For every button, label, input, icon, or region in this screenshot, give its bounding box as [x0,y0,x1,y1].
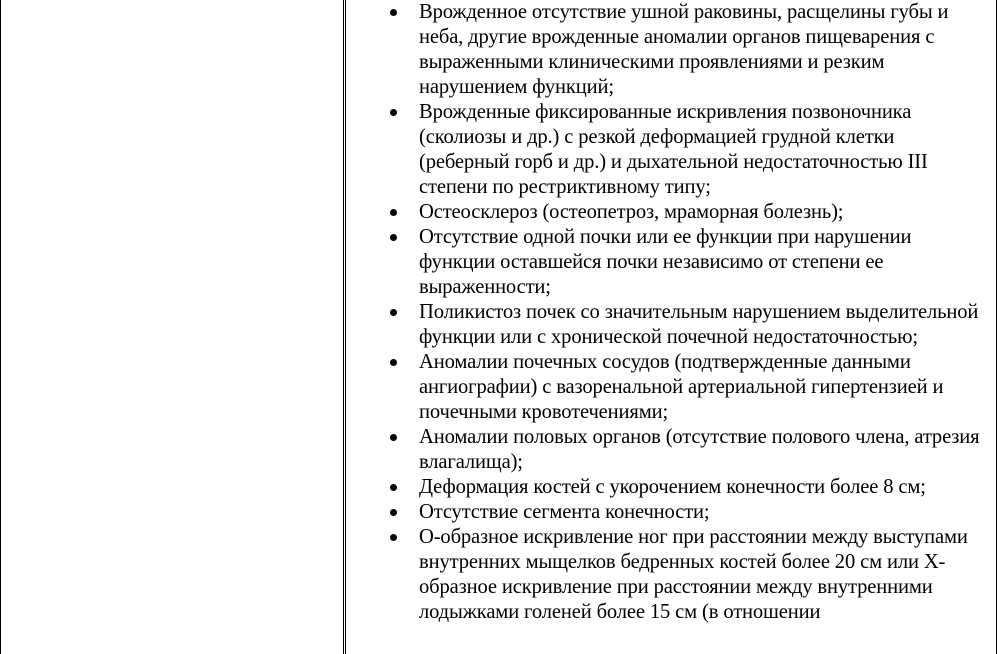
list-item [346,300,996,350]
list-item [346,200,996,225]
bullet-list [346,0,996,625]
list-item-text: Отсутствие сегмента конечности; [419,501,710,523]
right-cell-content [345,0,996,654]
bullet-icon [390,9,397,16]
list-item [346,100,996,200]
right-cell [344,0,997,654]
table-row [1,0,997,654]
bullet-icon [390,209,397,216]
list-item-text: Поликистоз почек со значительным нарушением выделительной функции или с хронической почечной недостаточностью; [419,301,979,348]
list-item-text: Аномалии почечных сосудов (подтвержденные данными ангиографии) с вазоренальной артериальной гипертензией и почечными кровотечениями; [419,351,944,423]
list-item-text: О-образное искривление ног при расстоянии между выступами внутренних мыщелков бедренных костей более 20 см или Х-образное искривление при расстоянии между внутренними лодыжками голеней более 15 см (в отношении [419,526,968,623]
left-cell-empty [1,0,344,654]
list-item [346,225,996,300]
list-item-text: Деформация костей с укорочением конечности более 8 см; [419,476,926,498]
list-item [346,425,996,475]
list-item-text: Врожденное отсутствие ушной раковины, расщелины губы и неба, другие врожденные аномалии органов пищеварения с выраженными клиническими проявлениями и резким нарушением функций; [419,1,949,98]
list-item [346,525,996,625]
list-item [346,500,996,525]
list-item-text: Врожденные фиксированные искривления позвоночника (сколиозы и др.) с резкой деформацией грудной клетки (реберный горб и др.) и дыхательной недостаточностью III степени по рестриктивному типу; [419,101,928,198]
list-item-text: Отсутствие одной почки или ее функции при нарушении функции оставшейся почки независимо от степени ее выраженности; [419,226,912,298]
list-item [346,350,996,425]
bullet-icon [390,434,397,441]
bullet-icon [390,309,397,316]
list-item-text: Аномалии половых органов (отсутствие полового члена, атрезия влагалища); [419,426,980,473]
bullet-icon [390,359,397,366]
bullet-icon [390,509,397,516]
list-item-text: Остеосклероз (остеопетроз, мраморная болезнь); [419,201,844,223]
list-item [346,475,996,500]
bullet-icon [390,484,397,491]
bullet-icon [390,234,397,241]
bullet-icon [390,109,397,116]
bullet-icon [390,534,397,541]
list-item [346,0,996,100]
